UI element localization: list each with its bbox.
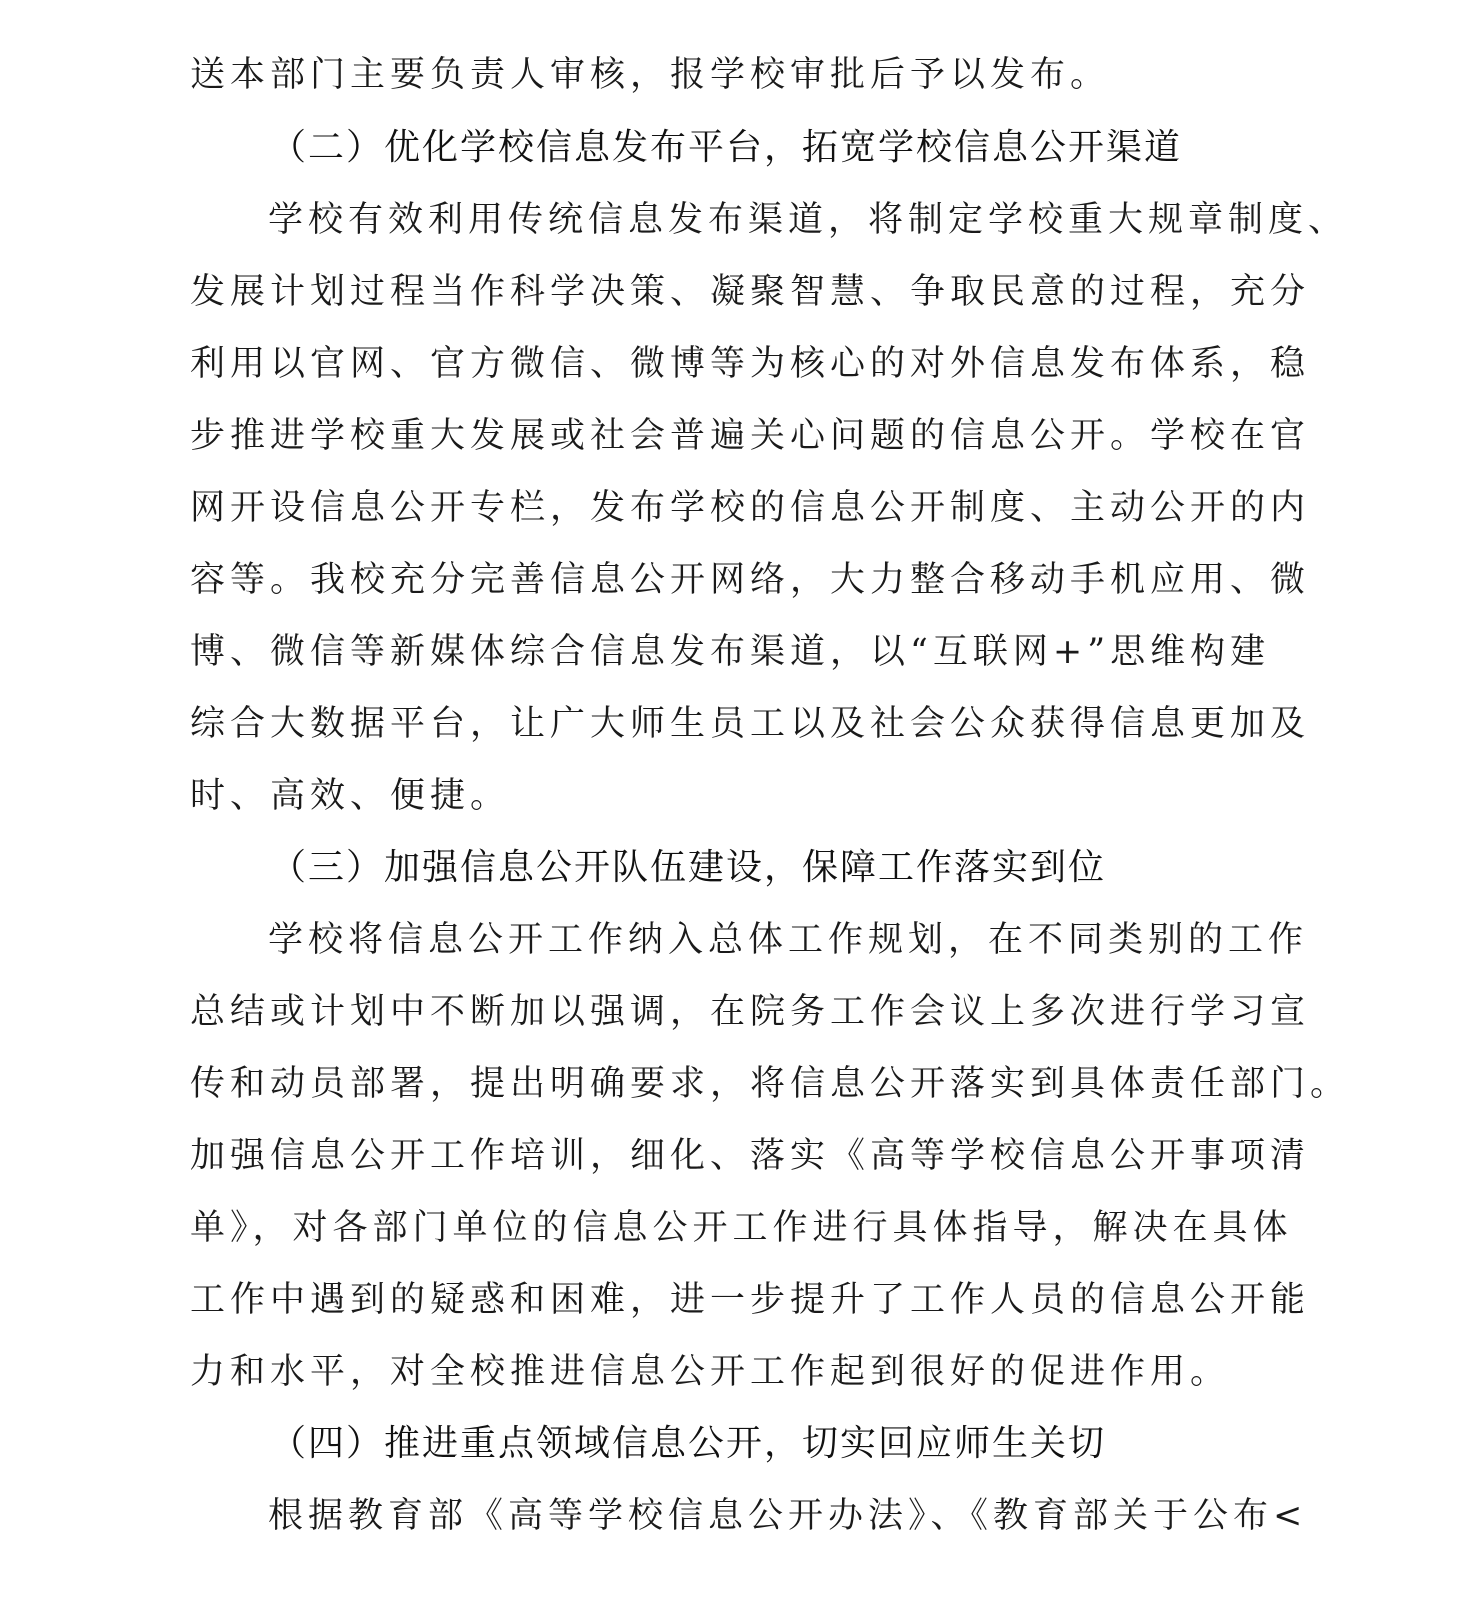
paragraph-line: 传和动员部署，提出明确要求，将信息公开落实到具体责任部门。	[190, 1064, 1351, 1104]
paragraph-line: 根据教育部《高等学校信息公开办法》、《教育部关于公布<	[268, 1496, 1308, 1536]
paragraph-line: 工作中遇到的疑惑和困难，进一步提升了工作人员的信息公开能	[190, 1280, 1311, 1320]
paragraph-line: 利用以官网、官方微信、微博等为核心的对外信息发布体系，稳	[190, 344, 1311, 384]
paragraph-line: 总结或计划中不断加以强调，在院务工作会议上多次进行学习宣	[190, 992, 1311, 1032]
paragraph-line: 时、高效、便捷。	[190, 776, 511, 816]
section-heading-2: （二）优化学校信息发布平台，拓宽学校信息公开渠道	[270, 127, 1183, 168]
section-heading-4: （四）推进重点领域信息公开，切实回应师生关切	[270, 1423, 1107, 1464]
paragraph-line: 容等。我校充分完善信息公开网络，大力整合移动手机应用、微	[190, 560, 1311, 600]
paragraph-line: 综合大数据平台，让广大师生员工以及社会公众获得信息更加及	[190, 704, 1311, 744]
paragraph-line: 力和水平，对全校推进信息公开工作起到很好的促进作用。	[190, 1352, 1231, 1392]
paragraph-line: 送本部门主要负责人审核，报学校审批后予以发布。	[190, 55, 1111, 95]
paragraph-line: 加强信息公开工作培训，细化、落实《高等学校信息公开事项清	[190, 1136, 1311, 1176]
section-heading-3: （三）加强信息公开队伍建设，保障工作落实到位	[270, 847, 1107, 888]
paragraph-line: 单》，对各部门单位的信息公开工作进行具体指导，解决在具体	[190, 1208, 1293, 1248]
paragraph-line: 博、微信等新媒体综合信息发布渠道，以“互联网+”思维构建	[190, 632, 1271, 672]
paragraph-line: 学校将信息公开工作纳入总体工作规划，在不同类别的工作	[268, 920, 1309, 960]
paragraph-line: 发展计划过程当作科学决策、凝聚智慧、争取民意的过程，充分	[190, 272, 1311, 312]
paragraph-line: 学校有效利用传统信息发布渠道，将制定学校重大规章制度、	[268, 200, 1349, 240]
paragraph-line: 网开设信息公开专栏，发布学校的信息公开制度、主动公开的内	[190, 488, 1311, 528]
paragraph-line: 步推进学校重大发展或社会普遍关心问题的信息公开。学校在官	[190, 416, 1311, 456]
